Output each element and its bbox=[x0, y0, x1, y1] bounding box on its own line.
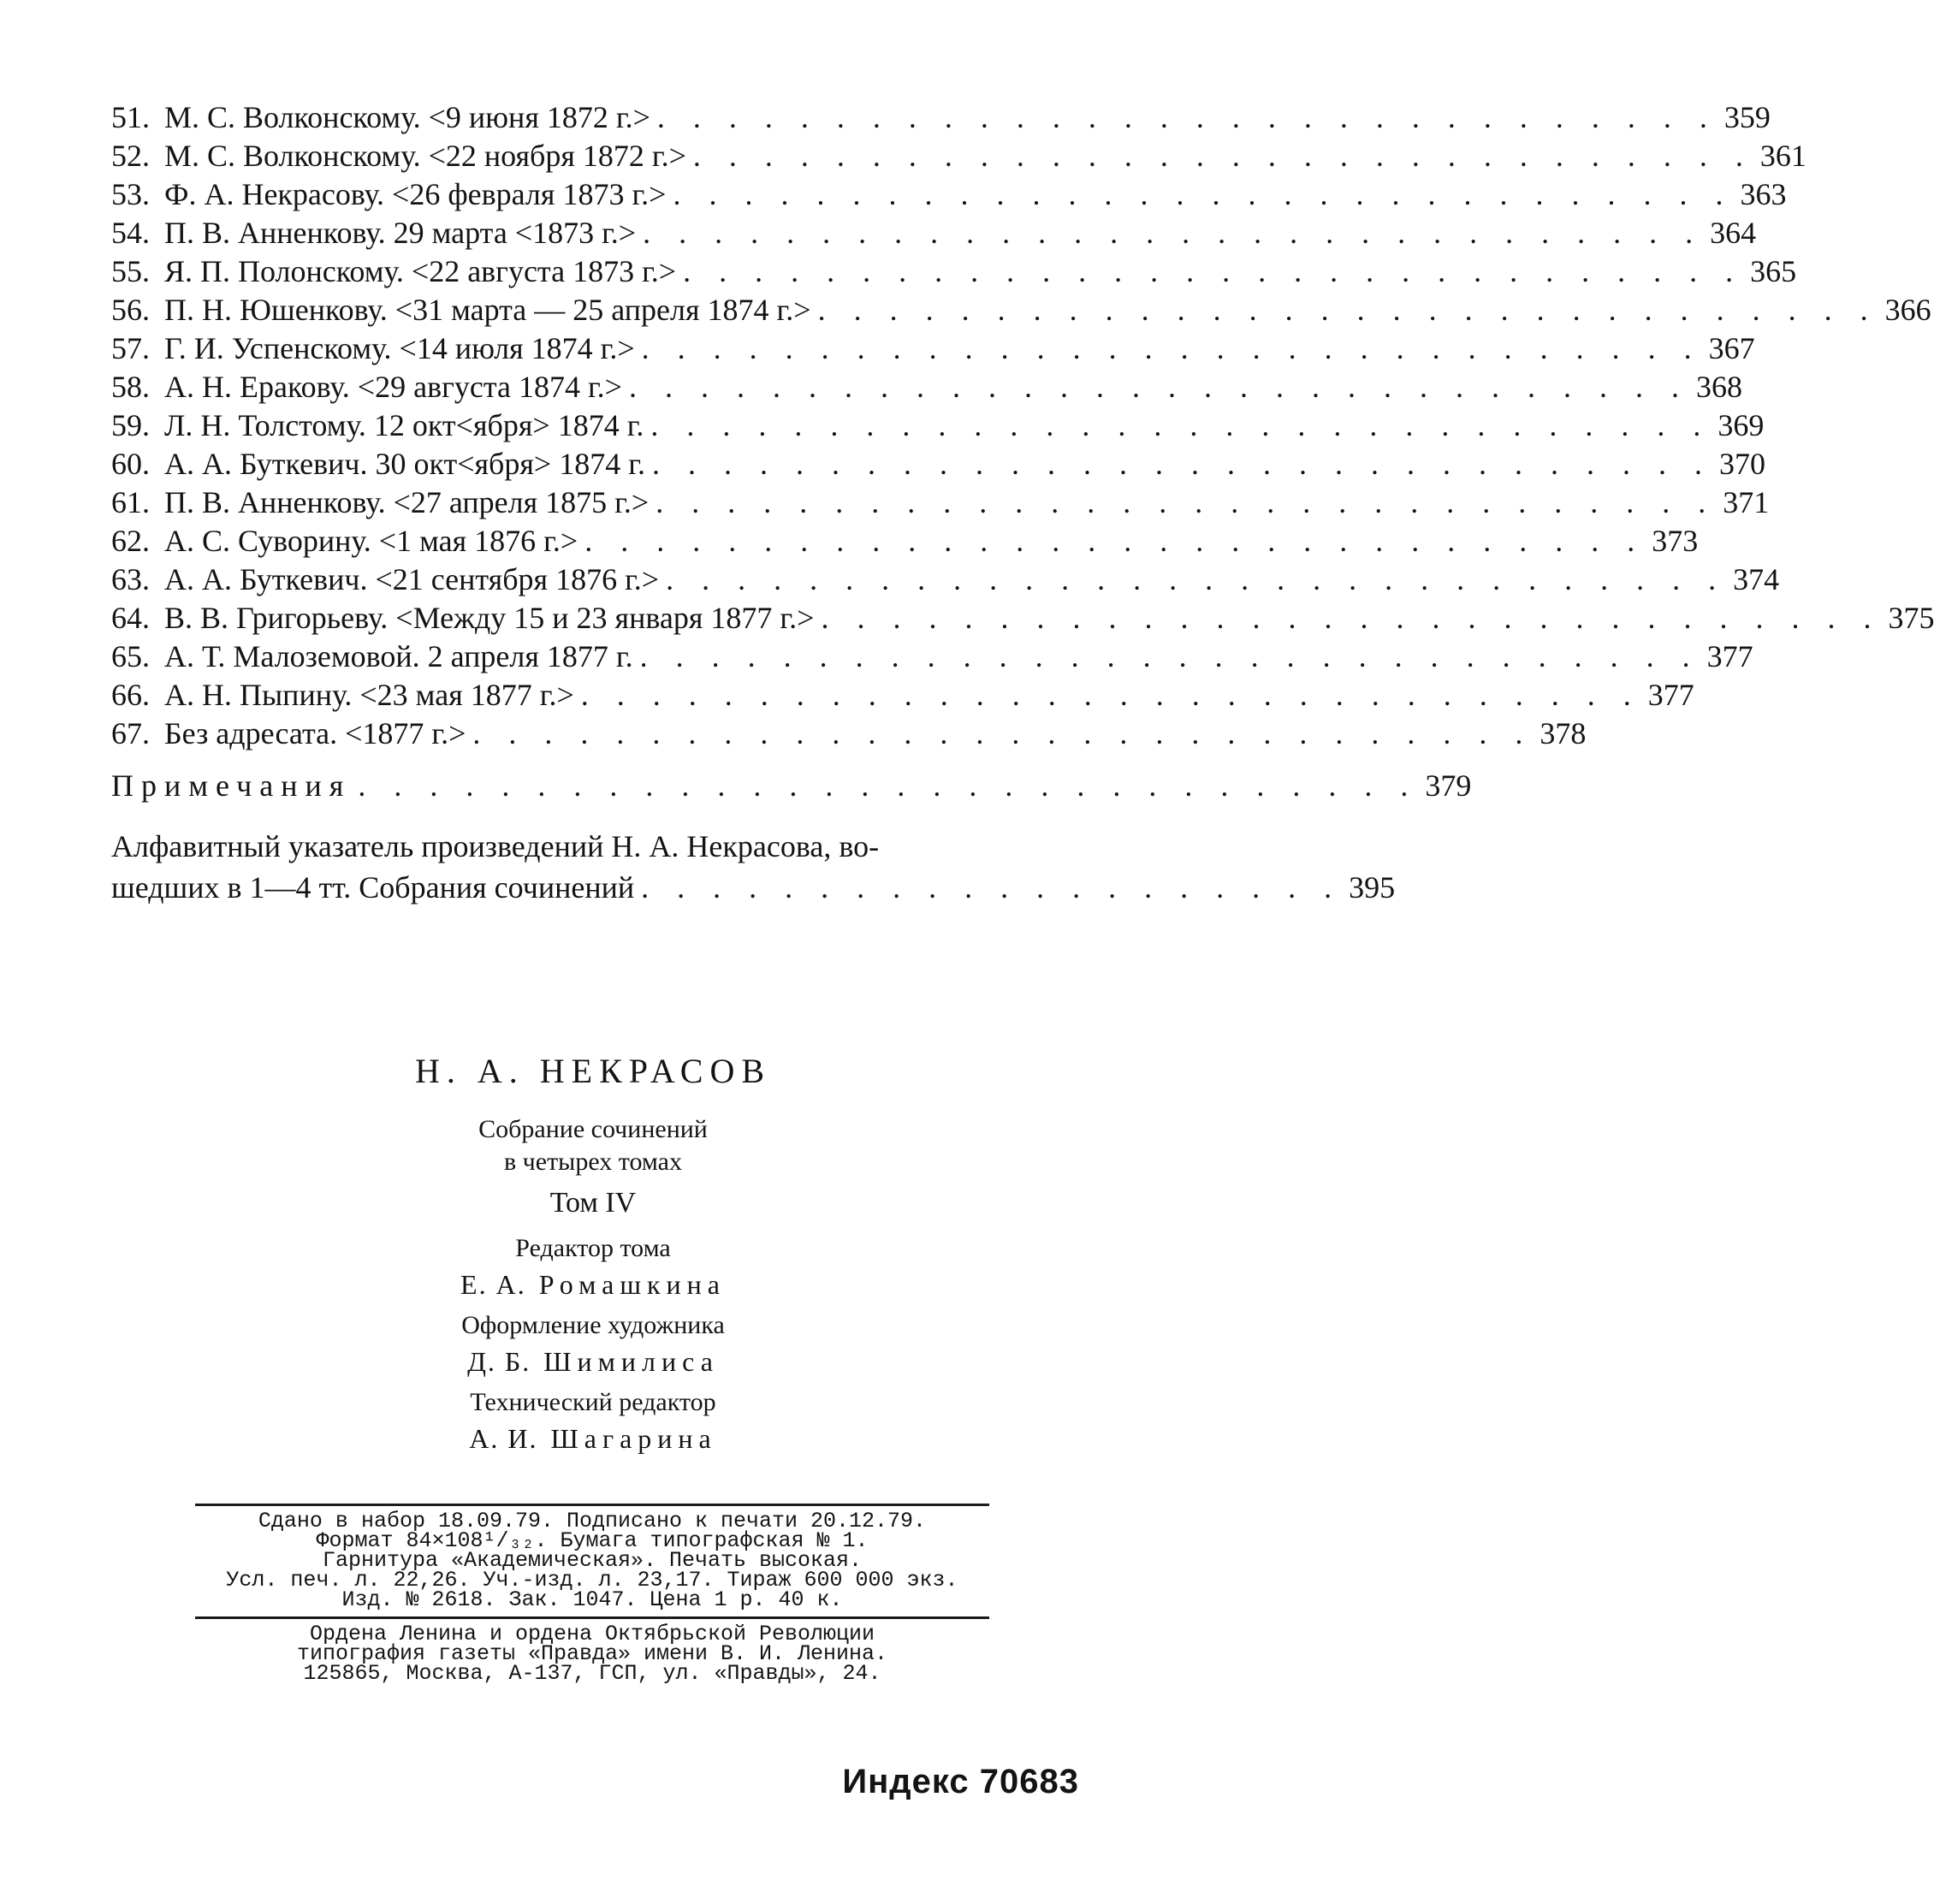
toc-entry-title: А. С. Суворину. <1 мая 1876 г.> bbox=[164, 524, 578, 558]
imprint-line: 125865, Москва, А-137, ГСП, ул. «Правды», 24. bbox=[303, 1661, 881, 1686]
toc-entry bbox=[111, 406, 1765, 445]
toc-entry bbox=[111, 98, 1771, 137]
toc-entry-page: 375 bbox=[1888, 601, 1934, 635]
toc-entry-number: 56. bbox=[111, 293, 150, 327]
designer-person bbox=[0, 1343, 1186, 1380]
toc-entry-page: 363 bbox=[1740, 177, 1787, 211]
toc-entry-page: 368 bbox=[1695, 370, 1742, 404]
toc-entry-title: А. Н. Пыпину. <23 мая 1877 г.> bbox=[164, 678, 574, 712]
printer-details bbox=[195, 1619, 989, 1690]
toc-leader-dots: . . . . . . . . . . . . . . . . . . . . . . . . . . . . . . bbox=[650, 408, 1712, 442]
print-details bbox=[195, 1506, 989, 1616]
toc-entry-title: П. В. Анненкову. 29 марта <1873 г.> bbox=[164, 216, 637, 250]
toc-entry bbox=[111, 291, 1931, 329]
tech-editor-initials: А. И. bbox=[469, 1423, 538, 1454]
imprint-line: Изд. № 2618. Зак. 1047. Цена 1 р. 40 к. bbox=[341, 1587, 843, 1612]
toc-entry-page: 377 bbox=[1706, 639, 1753, 673]
toc-entry bbox=[111, 445, 1765, 483]
toc-notes-page: 379 bbox=[1425, 768, 1472, 803]
toc-entry-page: 364 bbox=[1710, 216, 1757, 250]
toc-entry-page: 370 bbox=[1718, 447, 1765, 481]
toc-entry-title: П. В. Анненкову. <27 апреля 1875 г.> bbox=[164, 485, 650, 519]
toc-leader-dots: . . . . . . . . . . . . . . . . . . . . . . . . . . . . . . bbox=[656, 485, 1717, 519]
toc-entry-number: 54. bbox=[111, 216, 150, 250]
toc-entry-number: 60. bbox=[111, 447, 150, 481]
toc-entry bbox=[111, 368, 1742, 406]
imprint-line: Сдано в набор 18.09.79. Подписано к печати 20.12.79. bbox=[258, 1509, 927, 1533]
toc-entry-number: 61. bbox=[111, 485, 150, 519]
toc-entry-title: Л. Н. Толстому. 12 окт<ября> 1874 г. bbox=[164, 408, 644, 442]
toc-entry bbox=[111, 676, 1694, 715]
toc-entry-title: М. С. Волконскому. <9 июня 1872 г.> bbox=[164, 100, 650, 134]
toc-leader-dots: . . . . . . . . . . . . . . . . . . . . . . . . . . . . . . bbox=[584, 524, 1646, 558]
toc-leader-dots: . . . . . . . . . . . . . . . . . . . . . . . . . . . . . . bbox=[472, 716, 1534, 750]
toc-entry-page: 361 bbox=[1759, 139, 1806, 173]
toc-entry-number: 58. bbox=[111, 370, 150, 404]
toc-entry bbox=[111, 715, 1587, 753]
toc-entry bbox=[111, 522, 1699, 561]
toc-entry-title: А. А. Буткевич. <21 сентября 1876 г.> bbox=[164, 562, 660, 596]
table-of-contents bbox=[111, 98, 1934, 805]
toc-entry-page: 377 bbox=[1647, 678, 1694, 712]
series-title-line-2: в четырех томах bbox=[504, 1148, 682, 1176]
toc-entry-title: М. С. Волконскому. <22 ноября 1872 г.> bbox=[164, 139, 686, 173]
toc-notes-title: Примечания bbox=[111, 768, 352, 803]
toc-entry-title: Без адресата. <1877 г.> bbox=[164, 716, 466, 750]
toc-entry bbox=[111, 175, 1787, 214]
toc-index-entry bbox=[111, 826, 1396, 908]
toc-leader-dots: . . . . . . . . . . . . . . . . . . . . . . . . . . . . . . bbox=[666, 562, 1727, 596]
toc-entry-page: 371 bbox=[1723, 485, 1770, 519]
toc-leader-dots: . . . . . . . . . . . . . . . . . . . . bbox=[641, 870, 1343, 905]
toc-leader-dots: . . . . . . . . . . . . . . . . . . . . . . . . . . . . . . bbox=[580, 678, 1641, 712]
toc-entry-page: 365 bbox=[1750, 254, 1797, 288]
toc-entry-page: 373 bbox=[1652, 524, 1699, 558]
toc-entry-page: 359 bbox=[1723, 100, 1771, 134]
toc-leader-dots: . . . . . . . . . . . . . . . . . . . . . . . . . . . . . . bbox=[817, 293, 1878, 327]
author-name: Н. А. НЕКРАСОВ bbox=[414, 1052, 772, 1090]
editor-person bbox=[0, 1266, 1186, 1303]
designer-surname: Шимилиса bbox=[543, 1346, 719, 1377]
toc-entry bbox=[111, 638, 1753, 676]
toc-entry-page: 374 bbox=[1733, 562, 1780, 596]
toc-entry bbox=[111, 214, 1757, 252]
toc-leader-dots: . . . . . . . . . . . . . . . . . . . . . . . . . . . . . . bbox=[641, 331, 1702, 365]
imprint-line: Ордена Ленина и ордена Октябрьской Революции bbox=[309, 1622, 875, 1646]
toc-entry-number: 62. bbox=[111, 524, 150, 558]
toc-entry-page: 369 bbox=[1717, 408, 1765, 442]
editor-role: Редактор тома bbox=[515, 1234, 671, 1262]
toc-entry bbox=[111, 137, 1806, 175]
colophon bbox=[0, 1051, 1186, 1457]
toc-entry-title: А. А. Буткевич. 30 окт<ября> 1874 г. bbox=[164, 447, 645, 481]
toc-entry-number: 52. bbox=[111, 139, 150, 173]
tech-editor-person bbox=[0, 1420, 1186, 1457]
toc-entry-title: А. Т. Малоземовой. 2 апреля 1877 г. bbox=[164, 639, 633, 673]
imprint-block bbox=[195, 1504, 989, 1690]
toc-entry bbox=[111, 483, 1770, 522]
toc-entry-number: 53. bbox=[111, 177, 150, 211]
toc-index-line-2: шедших в 1—4 тт. Собрания сочинений bbox=[111, 870, 635, 905]
toc-entry-number: 67. bbox=[111, 716, 150, 750]
toc-leader-dots: . . . . . . . . . . . . . . . . . . . . . . . . . . . . . . bbox=[821, 601, 1882, 635]
toc-entry bbox=[111, 252, 1797, 291]
toc-entry bbox=[111, 561, 1780, 599]
toc-entry-number: 64. bbox=[111, 601, 150, 635]
toc-index-line-1: Алфавитный указатель произведений Н. А. Некрасова, во- bbox=[111, 829, 880, 863]
toc-entry-title: В. В. Григорьеву. <Между 15 и 23 января 1877 г.> bbox=[164, 601, 815, 635]
toc-entry-page: 367 bbox=[1708, 331, 1755, 365]
volume-label: Том IV bbox=[549, 1187, 637, 1219]
imprint-line: Гарнитура «Академическая». Печать высокая. bbox=[322, 1548, 863, 1573]
toc-entry bbox=[111, 329, 1755, 368]
toc-entry-number: 59. bbox=[111, 408, 150, 442]
editor-surname: Ромашкина bbox=[538, 1269, 726, 1300]
toc-entry-title: А. Н. Еракову. <29 августа 1874 г.> bbox=[164, 370, 622, 404]
toc-leader-dots: . . . . . . . . . . . . . . . . . . . . . . . . . . . . . . bbox=[683, 254, 1744, 288]
tech-editor-role: Технический редактор bbox=[470, 1388, 716, 1416]
toc-entry-number: 51. bbox=[111, 100, 150, 134]
catalog-index: Индекс 70683 bbox=[842, 1763, 1079, 1800]
toc-leader-dots: . . . . . . . . . . . . . . . . . . . . . . . . . . . . . . bbox=[651, 447, 1712, 481]
tech-editor-surname: Шагарина bbox=[550, 1423, 717, 1454]
series-title-line-1: Собрание сочинений bbox=[478, 1115, 708, 1143]
imprint-line: типография газеты «Правда» имени В. И. Ленина. bbox=[296, 1641, 888, 1666]
toc-entry-title: Г. И. Успенскому. <14 июля 1874 г.> bbox=[164, 331, 635, 365]
imprint-line: Усл. печ. л. 22,26. Уч.-изд. л. 23,17. Тираж 600 000 экз. bbox=[226, 1568, 958, 1593]
designer-initials: Д. Б. bbox=[467, 1346, 531, 1377]
toc-entry-page: 378 bbox=[1539, 716, 1587, 750]
toc-entry-title: Ф. А. Некрасову. <26 февраля 1873 г.> bbox=[164, 177, 667, 211]
toc-leader-dots: . . . . . . . . . . . . . . . . . . . . . . . . . . . . . . bbox=[692, 139, 1753, 173]
toc-entry-page: 366 bbox=[1884, 293, 1931, 327]
imprint-line: Формат 84×108¹/₃₂. Бумага типографская № 1. bbox=[316, 1528, 869, 1553]
toc-entry-number: 66. bbox=[111, 678, 150, 712]
designer-role: Оформление художника bbox=[461, 1311, 725, 1339]
toc-leader-dots: . . . . . . . . . . . . . . . . . . . . . . . . . . . . . . bbox=[628, 370, 1689, 404]
toc-entry-number: 55. bbox=[111, 254, 150, 288]
toc-leader-dots: . . . . . . . . . . . . . . . . . . . . . . . . . . . . . . bbox=[639, 639, 1700, 673]
toc-entry-title: П. Н. Юшенкову. <31 марта — 25 апреля 1874 г.> bbox=[164, 293, 811, 327]
toc-leader-dots: . . . . . . . . . . . . . . . . . . . . . . . . . . . . . . bbox=[673, 177, 1734, 211]
toc-notes-entry bbox=[111, 767, 1472, 805]
toc-entry bbox=[111, 599, 1934, 638]
toc-index-page: 395 bbox=[1349, 870, 1396, 905]
toc-entry-number: 65. bbox=[111, 639, 150, 673]
editor-initials: Е. А. bbox=[460, 1269, 526, 1300]
toc-leader-dots: . . . . . . . . . . . . . . . . . . . . . . . . . . . . . . bbox=[358, 768, 1419, 803]
toc-entry-title: Я. П. Полонскому. <22 августа 1873 г.> bbox=[164, 254, 677, 288]
toc-leader-dots: . . . . . . . . . . . . . . . . . . . . . . . . . . . . . . bbox=[643, 216, 1704, 250]
toc-entry-number: 63. bbox=[111, 562, 150, 596]
toc-leader-dots: . . . . . . . . . . . . . . . . . . . . . . . . . . . . . . bbox=[656, 100, 1717, 134]
toc-entry-number: 57. bbox=[111, 331, 150, 365]
